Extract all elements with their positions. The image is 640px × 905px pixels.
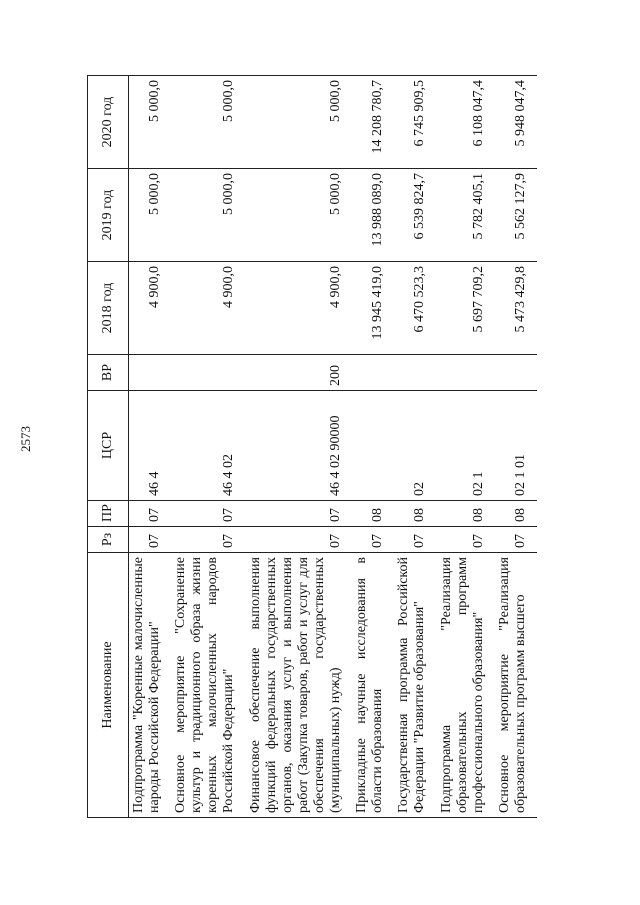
row-2018: 4 900,0 [129, 262, 172, 355]
row-2018: 4 900,0 [171, 262, 245, 355]
row-name: Подпрограмма "Реализация образовательных программ профессионального образования" [437, 553, 495, 818]
row-2019: 5 000,0 [246, 169, 353, 262]
table-row [352, 76, 394, 818]
row-name: Подпрограмма "Коренные малочисленные народы Российской Федерации" [129, 553, 172, 818]
table-header-row [88, 76, 129, 818]
row-csr [352, 391, 394, 501]
table-row [171, 76, 245, 818]
row-rz: 07 [437, 527, 495, 553]
budget-table [87, 75, 537, 818]
column-header-name: Наименование [88, 553, 129, 818]
row-2018: 5 473 429,8 [495, 262, 537, 355]
row-2019: 13 988 089,0 [352, 169, 394, 262]
row-2018: 4 900,0 [246, 262, 353, 355]
row-2018: 5 697 709,2 [437, 262, 495, 355]
column-header-rz: Рз [88, 527, 129, 553]
table-row [495, 76, 537, 818]
column-header-2018: 2018 год [88, 262, 129, 355]
row-vr [394, 355, 436, 391]
row-2019: 5 562 127,9 [495, 169, 537, 262]
row-rz: 07 [129, 527, 172, 553]
row-name: Финансовое обеспечение выполнения функций федеральных государственных органов, оказания услуг и выполнения работ (Закупка товаров, работ и услуг для обеспечения государственных (муниципальных) нужд) [246, 553, 353, 818]
row-vr [495, 355, 537, 391]
row-2020: 5 000,0 [171, 76, 245, 169]
row-vr [437, 355, 495, 391]
table-row [246, 76, 353, 818]
row-2019: 5 782 405,1 [437, 169, 495, 262]
row-rz: 07 [352, 527, 394, 553]
row-pr: 08 [394, 501, 436, 527]
row-2020: 6 745 909,5 [394, 76, 436, 169]
table-row [394, 76, 436, 818]
page-number: 2573 [18, 426, 33, 452]
row-csr: 02 [394, 391, 436, 501]
row-2019: 5 000,0 [129, 169, 172, 262]
row-csr: 46 4 [129, 391, 172, 501]
row-2020: 5 948 047,4 [495, 76, 537, 169]
row-2019: 5 000,0 [171, 169, 245, 262]
column-header-2020: 2020 год [88, 76, 129, 169]
row-pr: 08 [352, 501, 394, 527]
row-pr: 08 [437, 501, 495, 527]
column-header-pr: ПР [88, 501, 129, 527]
table-row [129, 76, 172, 818]
budget-table-sheet [87, 76, 611, 818]
column-header-2019: 2019 год [88, 169, 129, 262]
row-pr: 07 [171, 501, 245, 527]
row-2020: 5 000,0 [129, 76, 172, 169]
column-header-csr: ЦСР [88, 391, 129, 501]
row-csr: 46 4 02 90000 [246, 391, 353, 501]
row-csr: 46 4 02 [171, 391, 245, 501]
row-2018: 13 945 419,0 [352, 262, 394, 355]
row-2020: 6 108 047,4 [437, 76, 495, 169]
row-vr [171, 355, 245, 391]
row-csr: 02 1 [437, 391, 495, 501]
row-pr: 07 [246, 501, 353, 527]
row-rz: 07 [171, 527, 245, 553]
row-vr [129, 355, 172, 391]
row-rz: 07 [394, 527, 436, 553]
row-name: Прикладные научные исследования в области образования [352, 553, 394, 818]
row-vr: 200 [246, 355, 353, 391]
row-2020: 5 000,0 [246, 76, 353, 169]
row-2019: 6 539 824,7 [394, 169, 436, 262]
row-2018: 6 470 523,3 [394, 262, 436, 355]
row-name: Основное мероприятие "Сохранение культур и традиционного образа жизни коренных малочисленных народов Российской Федерации" [171, 553, 245, 818]
row-2020: 14 208 780,7 [352, 76, 394, 169]
row-name: Государственная программа Российской Федерации "Развитие образования" [394, 553, 436, 818]
table-row [437, 76, 495, 818]
row-name: Основное мероприятие "Реализация образовательных программ высшего [495, 553, 537, 818]
row-csr: 02 1 01 [495, 391, 537, 501]
row-vr [352, 355, 394, 391]
row-pr: 08 [495, 501, 537, 527]
row-rz: 07 [495, 527, 537, 553]
column-header-vr: ВР [88, 355, 129, 391]
row-rz: 07 [246, 527, 353, 553]
row-pr: 07 [129, 501, 172, 527]
